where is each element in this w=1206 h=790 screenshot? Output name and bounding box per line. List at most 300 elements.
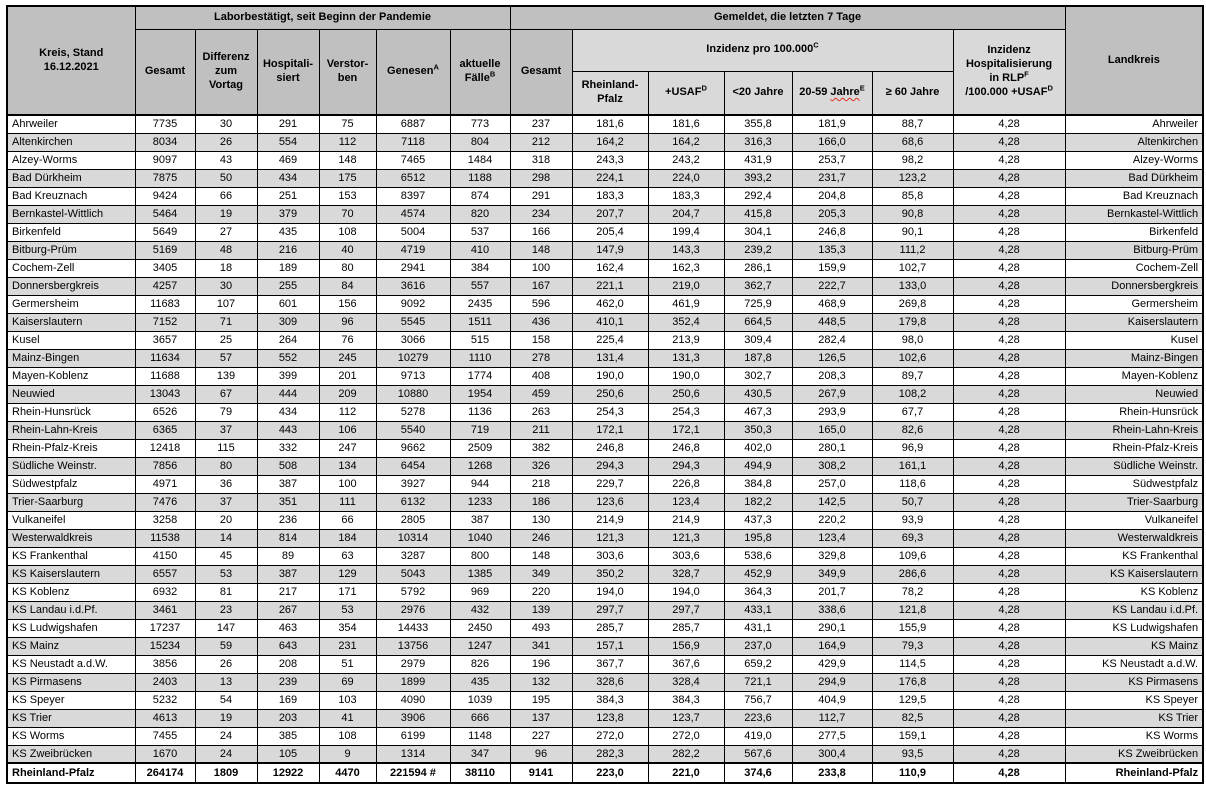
value-cell: 11634 — [135, 349, 195, 367]
value-cell: 278 — [510, 349, 572, 367]
value-cell: 175 — [319, 169, 376, 187]
value-cell: 508 — [257, 457, 319, 475]
value-cell: 443 — [257, 421, 319, 439]
value-cell: 9713 — [376, 367, 450, 385]
value-cell: 229,7 — [572, 475, 648, 493]
table-row — [7, 367, 1203, 385]
value-cell: 123,6 — [572, 493, 648, 511]
value-cell: 1110 — [450, 349, 510, 367]
value-cell: 302,7 — [724, 367, 792, 385]
value-cell: 434 — [257, 169, 319, 187]
value-cell: 6526 — [135, 403, 195, 421]
kreis-cell: KS Kaiserslautern — [7, 565, 135, 583]
header-landkreis: Landkreis — [1065, 6, 1203, 115]
value-cell: 13756 — [376, 637, 450, 655]
value-cell: 7465 — [376, 151, 450, 169]
table-row — [7, 223, 1203, 241]
value-cell: 156,9 — [648, 637, 724, 655]
kreis-cell: Bitburg-Prüm — [7, 241, 135, 259]
value-cell: 349,9 — [792, 565, 872, 583]
value-cell: 142,5 — [792, 493, 872, 511]
total-row — [7, 763, 1203, 783]
value-cell: 4,28 — [953, 565, 1065, 583]
value-cell: 100 — [510, 259, 572, 277]
value-cell: 9 — [319, 745, 376, 763]
value-cell: 12418 — [135, 439, 195, 457]
value-cell: 57 — [195, 349, 257, 367]
kreis-cell: Bernkastel-Wittlich — [7, 205, 135, 223]
footnote-d: D — [1047, 82, 1053, 92]
value-cell: 40 — [319, 241, 376, 259]
value-cell: 209 — [319, 385, 376, 403]
value-cell: 4,28 — [953, 547, 1065, 565]
value-cell: 382 — [510, 439, 572, 457]
value-cell: 4,28 — [953, 421, 1065, 439]
value-cell: 2941 — [376, 259, 450, 277]
value-cell: 4,28 — [953, 637, 1065, 655]
value-cell: 267 — [257, 601, 319, 619]
value-cell: 643 — [257, 637, 319, 655]
value-cell: 6887 — [376, 115, 450, 133]
value-cell: 1809 — [195, 763, 257, 783]
value-cell: 71 — [195, 313, 257, 331]
kreis-cell: KS Mainz — [7, 637, 135, 655]
value-cell: 402,0 — [724, 439, 792, 457]
value-cell: 719 — [450, 421, 510, 439]
covid-statistics-table-wrap — [6, 5, 1204, 784]
value-cell: 36 — [195, 475, 257, 493]
value-cell: 53 — [195, 565, 257, 583]
value-cell: 171 — [319, 583, 376, 601]
kreis-cell: Neuwied — [7, 385, 135, 403]
value-cell: 253,7 — [792, 151, 872, 169]
value-cell: 264 — [257, 331, 319, 349]
value-cell: 874 — [450, 187, 510, 205]
value-cell: 804 — [450, 133, 510, 151]
value-cell: 257,0 — [792, 475, 872, 493]
value-cell: 4,28 — [953, 601, 1065, 619]
value-cell: 218 — [510, 475, 572, 493]
value-cell: 567,6 — [724, 745, 792, 763]
value-cell: 3906 — [376, 709, 450, 727]
value-cell: 408 — [510, 367, 572, 385]
table-row — [7, 403, 1203, 421]
value-cell: 204,8 — [792, 187, 872, 205]
header-band-gemeldet: Gemeldet, die letzten 7 Tage — [510, 6, 1065, 29]
value-cell: 9424 — [135, 187, 195, 205]
landkreis-cell: KS Landau i.d.Pf. — [1065, 601, 1203, 619]
value-cell: 231,7 — [792, 169, 872, 187]
value-cell: 1314 — [376, 745, 450, 763]
value-cell: 37 — [195, 421, 257, 439]
landkreis-cell: Ahrweiler — [1065, 115, 1203, 133]
table-row — [7, 511, 1203, 529]
value-cell: 45 — [195, 547, 257, 565]
value-cell: 132 — [510, 673, 572, 691]
value-cell: 212 — [510, 133, 572, 151]
value-cell: 164,9 — [792, 637, 872, 655]
value-cell: 89 — [257, 547, 319, 565]
kreis-cell: Rhein-Pfalz-Kreis — [7, 439, 135, 457]
value-cell: 7875 — [135, 169, 195, 187]
value-cell: 5649 — [135, 223, 195, 241]
table-row — [7, 547, 1203, 565]
kreis-cell: KS Ludwigshafen — [7, 619, 135, 637]
kreis-cell: Rhein-Hunsrück — [7, 403, 135, 421]
value-cell: 15234 — [135, 637, 195, 655]
value-cell: 66 — [319, 511, 376, 529]
header-band-laborbestaetigt: Laborbestätigt, seit Beginn der Pandemie — [135, 6, 510, 29]
value-cell: 294,3 — [648, 457, 724, 475]
landkreis-cell: Mainz-Bingen — [1065, 349, 1203, 367]
value-cell: 75 — [319, 115, 376, 133]
kreis-cell: Mayen-Koblenz — [7, 367, 135, 385]
value-cell: 246,8 — [792, 223, 872, 241]
value-cell: 82,6 — [872, 421, 953, 439]
header-inzidenz-band: Inzidenz pro $100.000^C$ — [572, 29, 953, 71]
value-cell: 308,2 — [792, 457, 872, 475]
value-cell: 364,3 — [724, 583, 792, 601]
value-cell: 221594 # — [376, 763, 450, 783]
value-cell: 6454 — [376, 457, 450, 475]
value-cell: 814 — [257, 529, 319, 547]
value-cell: 190,0 — [648, 367, 724, 385]
value-cell: 4,28 — [953, 529, 1065, 547]
value-cell: 379 — [257, 205, 319, 223]
value-cell: 37 — [195, 493, 257, 511]
value-cell: 493 — [510, 619, 572, 637]
value-cell: 24 — [195, 745, 257, 763]
value-cell: 80 — [319, 259, 376, 277]
kreis-cell: Rheinland-Pfalz — [7, 763, 135, 783]
value-cell: 50,7 — [872, 493, 953, 511]
kreis-cell: KS Landau i.d.Pf. — [7, 601, 135, 619]
kreis-cell: Südliche Weinstr. — [7, 457, 135, 475]
value-cell: 4719 — [376, 241, 450, 259]
table-row — [7, 115, 1203, 133]
value-cell: 66 — [195, 187, 257, 205]
value-cell: 103 — [319, 691, 376, 709]
header-usaf: $+USAF^D$ — [648, 71, 724, 115]
kreis-cell: Mainz-Bingen — [7, 349, 135, 367]
value-cell: 25 — [195, 331, 257, 349]
value-cell: 387 — [257, 565, 319, 583]
value-cell: 139 — [510, 601, 572, 619]
value-cell: 309 — [257, 313, 319, 331]
value-cell: 69,3 — [872, 529, 953, 547]
value-cell: 4,28 — [953, 241, 1065, 259]
value-cell: 1188 — [450, 169, 510, 187]
value-cell: 221,1 — [572, 277, 648, 295]
header-verstorben: Verstor-ben — [319, 29, 376, 115]
landkreis-cell: KS Ludwigshafen — [1065, 619, 1203, 637]
landkreis-cell: Südwestpfalz — [1065, 475, 1203, 493]
value-cell: 7856 — [135, 457, 195, 475]
value-cell: 223,0 — [572, 763, 648, 783]
value-cell: 5464 — [135, 205, 195, 223]
value-cell: 725,9 — [724, 295, 792, 313]
value-cell: 236 — [257, 511, 319, 529]
landkreis-cell: KS Koblenz — [1065, 583, 1203, 601]
kreis-cell: KS Trier — [7, 709, 135, 727]
value-cell: 221,0 — [648, 763, 724, 783]
value-cell: 195 — [510, 691, 572, 709]
value-cell: 123,2 — [872, 169, 953, 187]
value-cell: 429,9 — [792, 655, 872, 673]
value-cell: 84 — [319, 277, 376, 295]
value-cell: 93,9 — [872, 511, 953, 529]
value-cell: 4,28 — [953, 151, 1065, 169]
value-cell: 4,28 — [953, 115, 1065, 133]
value-cell: 350,3 — [724, 421, 792, 439]
value-cell: 341 — [510, 637, 572, 655]
value-cell: 112 — [319, 133, 376, 151]
value-cell: 195,8 — [724, 529, 792, 547]
value-cell: 208 — [257, 655, 319, 673]
value-cell: 199,4 — [648, 223, 724, 241]
table-row — [7, 619, 1203, 637]
table-row — [7, 295, 1203, 313]
value-cell: 459 — [510, 385, 572, 403]
value-cell: 1148 — [450, 727, 510, 745]
value-cell: 194,0 — [572, 583, 648, 601]
landkreis-cell: KS Mainz — [1065, 637, 1203, 655]
value-cell: 53 — [319, 601, 376, 619]
value-cell: 3066 — [376, 331, 450, 349]
value-cell: 4,28 — [953, 673, 1065, 691]
value-cell: 4,28 — [953, 745, 1065, 763]
landkreis-cell: Vulkaneifel — [1065, 511, 1203, 529]
value-cell: 601 — [257, 295, 319, 313]
landkreis-cell: Rhein-Pfalz-Kreis — [1065, 439, 1203, 457]
value-cell: 30 — [195, 115, 257, 133]
value-cell: 254,3 — [572, 403, 648, 421]
value-cell: 773 — [450, 115, 510, 133]
value-cell: 282,2 — [648, 745, 724, 763]
value-cell: 203 — [257, 709, 319, 727]
value-cell: 106 — [319, 421, 376, 439]
value-cell: 90,8 — [872, 205, 953, 223]
landkreis-cell: Rheinland-Pfalz — [1065, 763, 1203, 783]
value-cell: 352,4 — [648, 313, 724, 331]
landkreis-cell: Bernkastel-Wittlich — [1065, 205, 1203, 223]
value-cell: 225,4 — [572, 331, 648, 349]
value-cell: 250,6 — [648, 385, 724, 403]
value-cell: 4,28 — [953, 349, 1065, 367]
value-cell: 183,3 — [648, 187, 724, 205]
footnote-d: D — [701, 83, 707, 93]
value-cell: 167 — [510, 277, 572, 295]
landkreis-cell: KS Neustadt a.d.W. — [1065, 655, 1203, 673]
value-cell: 944 — [450, 475, 510, 493]
value-cell: 96,9 — [872, 439, 953, 457]
value-cell: 384,3 — [648, 691, 724, 709]
value-cell: 10314 — [376, 529, 450, 547]
value-cell: 110,9 — [872, 763, 953, 783]
value-cell: 153 — [319, 187, 376, 205]
landkreis-cell: Bad Kreuznach — [1065, 187, 1203, 205]
value-cell: 286,6 — [872, 565, 953, 583]
value-cell: 30 — [195, 277, 257, 295]
value-cell: 4,28 — [953, 457, 1065, 475]
value-cell: 211 — [510, 421, 572, 439]
value-cell: 393,2 — [724, 169, 792, 187]
landkreis-cell: Rhein-Lahn-Kreis — [1065, 421, 1203, 439]
value-cell: 130 — [510, 511, 572, 529]
value-cell: 3856 — [135, 655, 195, 673]
value-cell: 172,1 — [648, 421, 724, 439]
value-cell: 1039 — [450, 691, 510, 709]
kreis-cell: Alzey-Worms — [7, 151, 135, 169]
value-cell: 111 — [319, 493, 376, 511]
value-cell: 9092 — [376, 295, 450, 313]
value-cell: 14433 — [376, 619, 450, 637]
value-cell: 326 — [510, 457, 572, 475]
value-cell: 385 — [257, 727, 319, 745]
header-inzidenz-hospitalisierung: Inzidenz Hospitalisierung in $RLP^F$ $/100.000 +USAF^D$ — [953, 29, 1065, 115]
value-cell: 3616 — [376, 277, 450, 295]
value-cell: 48 — [195, 241, 257, 259]
value-cell: 332 — [257, 439, 319, 457]
value-cell: 294,3 — [572, 457, 648, 475]
value-cell: 3287 — [376, 547, 450, 565]
value-cell: 309,4 — [724, 331, 792, 349]
value-cell: 267,9 — [792, 385, 872, 403]
kreis-cell: Cochem-Zell — [7, 259, 135, 277]
value-cell: 1233 — [450, 493, 510, 511]
value-cell: 220,2 — [792, 511, 872, 529]
value-cell: 181,9 — [792, 115, 872, 133]
value-cell: 4,28 — [953, 331, 1065, 349]
value-cell: 10880 — [376, 385, 450, 403]
value-cell: 5232 — [135, 691, 195, 709]
value-cell: 469 — [257, 151, 319, 169]
value-cell: 217 — [257, 583, 319, 601]
value-cell: 156 — [319, 295, 376, 313]
value-cell: 2979 — [376, 655, 450, 673]
value-cell: 11683 — [135, 295, 195, 313]
value-cell: 78,2 — [872, 583, 953, 601]
landkreis-cell: Altenkirchen — [1065, 133, 1203, 151]
value-cell: 355,8 — [724, 115, 792, 133]
value-cell: 354 — [319, 619, 376, 637]
value-cell: 384,3 — [572, 691, 648, 709]
value-cell: 109,6 — [872, 547, 953, 565]
value-cell: 399 — [257, 367, 319, 385]
value-cell: 8034 — [135, 133, 195, 151]
value-cell: 4971 — [135, 475, 195, 493]
value-cell: 147,9 — [572, 241, 648, 259]
table-body — [7, 115, 1203, 763]
value-cell: 659,2 — [724, 655, 792, 673]
kreis-cell: Bad Kreuznach — [7, 187, 135, 205]
value-cell: 246 — [510, 529, 572, 547]
value-cell: 59 — [195, 637, 257, 655]
value-cell: 4,28 — [953, 493, 1065, 511]
value-cell: 93,5 — [872, 745, 953, 763]
value-cell: 557 — [450, 277, 510, 295]
value-cell: 4,28 — [953, 133, 1065, 151]
value-cell: 243,3 — [572, 151, 648, 169]
value-cell: 54 — [195, 691, 257, 709]
value-cell: 14 — [195, 529, 257, 547]
table-row — [7, 331, 1203, 349]
header-ueber-60-jahre: ≥ 60 Jahre — [872, 71, 953, 115]
landkreis-cell: Birkenfeld — [1065, 223, 1203, 241]
value-cell: 148 — [510, 241, 572, 259]
value-cell: 9141 — [510, 763, 572, 783]
value-cell: 272,0 — [572, 727, 648, 745]
value-cell: 4,28 — [953, 403, 1065, 421]
table-row — [7, 637, 1203, 655]
value-cell: 190,0 — [572, 367, 648, 385]
kreis-cell: Kusel — [7, 331, 135, 349]
value-cell: 304,1 — [724, 223, 792, 241]
value-cell: 81 — [195, 583, 257, 601]
kreis-cell: KS Pirmasens — [7, 673, 135, 691]
landkreis-cell: Donnersbergkreis — [1065, 277, 1203, 295]
value-cell: 96 — [319, 313, 376, 331]
value-cell: 194,0 — [648, 583, 724, 601]
value-cell: 494,9 — [724, 457, 792, 475]
footnote-e: E — [859, 83, 865, 93]
table-row — [7, 385, 1203, 403]
landkreis-cell: KS Worms — [1065, 727, 1203, 745]
kreis-cell: Trier-Saarburg — [7, 493, 135, 511]
value-cell: 207,7 — [572, 205, 648, 223]
value-cell: 328,6 — [572, 673, 648, 691]
kreis-cell: KS Zweibrücken — [7, 745, 135, 763]
value-cell: 186 — [510, 493, 572, 511]
value-cell: 245 — [319, 349, 376, 367]
value-cell: 148 — [319, 151, 376, 169]
value-cell: 404,9 — [792, 691, 872, 709]
value-cell: 254,3 — [648, 403, 724, 421]
table-row — [7, 565, 1203, 583]
table-row — [7, 259, 1203, 277]
value-cell: 166,0 — [792, 133, 872, 151]
value-cell: 4,28 — [953, 439, 1065, 457]
value-cell: 26 — [195, 133, 257, 151]
value-cell: 269,8 — [872, 295, 953, 313]
header-gesamt-pandemie: Gesamt — [135, 29, 195, 115]
value-cell: 139 — [195, 367, 257, 385]
value-cell: 316,3 — [724, 133, 792, 151]
value-cell: 239 — [257, 673, 319, 691]
table-row — [7, 745, 1203, 763]
value-cell: 552 — [257, 349, 319, 367]
landkreis-cell: Germersheim — [1065, 295, 1203, 313]
value-cell: 432 — [450, 601, 510, 619]
value-cell: 1136 — [450, 403, 510, 421]
value-cell: 181,6 — [648, 115, 724, 133]
value-cell: 102,7 — [872, 259, 953, 277]
value-cell: 367,7 — [572, 655, 648, 673]
header-genesen: Genesen$^A$ — [376, 29, 450, 115]
value-cell: 303,6 — [572, 547, 648, 565]
value-cell: 208,3 — [792, 367, 872, 385]
value-cell: 7152 — [135, 313, 195, 331]
value-cell: 233,8 — [792, 763, 872, 783]
value-cell: 1247 — [450, 637, 510, 655]
value-cell: 5278 — [376, 403, 450, 421]
value-cell: 196 — [510, 655, 572, 673]
value-cell: 4,28 — [953, 709, 1065, 727]
value-cell: 27 — [195, 223, 257, 241]
value-cell: 98,0 — [872, 331, 953, 349]
landkreis-cell: KS Pirmasens — [1065, 673, 1203, 691]
value-cell: 2403 — [135, 673, 195, 691]
